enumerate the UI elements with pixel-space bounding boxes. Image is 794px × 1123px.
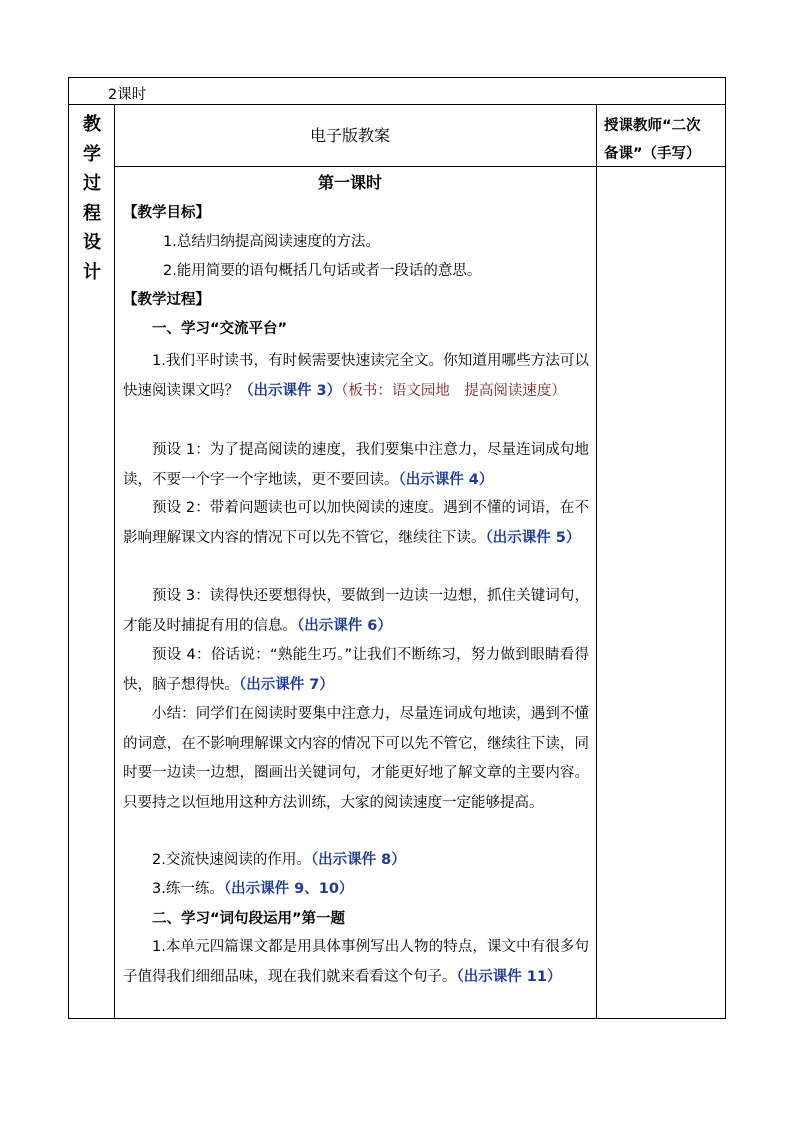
goals-heading: 【教学目标】 [123,205,210,221]
courseware-ref: （出示课件 7） [239,676,334,693]
paragraph [123,700,589,818]
process-design-label [78,110,106,287]
label-char: 过 [83,173,101,194]
paragraph [123,641,589,700]
header-row-divider [68,104,726,105]
goal-item: 1.总结归纳提高阅读速度的方法。 [163,234,380,250]
paragraph [123,933,589,992]
courseware-ref: （出示课件 5） [485,529,581,546]
lesson-title: 第一课时 [318,173,383,192]
goal-item: 2.能用简要的语句概括几句话或者一段话的意思。 [163,263,482,279]
column-header-divider [114,166,726,167]
paragraph-text: 1.本单元四篇课文都是用具体事例写出人物的特点，课文中有很多句子值得我们细细品味，现在我们就来看看这个句子。 [123,939,589,985]
paragraph-text: 2.交流快速阅读的作用。 [152,852,311,868]
side-column-header-line1: 授课教师“二次 [604,118,701,134]
left-column-divider [114,104,115,1019]
paragraph-text: 小结：同学们在阅读时要集中注意力，尽量连词成句地读，遇到不懂的词意，在不影响理解课文内容的情况下可以先不管它，继续往下读，同时要一边读一边想，圈画出关键词句，才能更好地了解文章的主要内容。只要持之以恒地用这种方法训练，大家的阅读速度一定能够提高。 [123,706,589,811]
paragraph-text: 预设 1：为了提高阅读的速度，我们要集中注意力，尽量连词成句地读，不要一个字一个字地读，更不要回读。 [123,442,589,488]
courseware-ref: （出示课件 6） [297,617,392,634]
board-note: （板书：语文园地 提高阅读速度） [341,382,566,399]
label-char: 设 [83,232,101,253]
section-heading: 一、学习“交流平台” [152,321,288,337]
right-column-divider [596,104,597,1019]
process-heading: 【教学过程】 [123,292,210,308]
courseware-ref: （出示课件 3） [239,382,342,399]
paragraph [123,875,589,905]
courseware-ref: （出示课件 8） [310,852,406,868]
paragraph [123,436,589,495]
courseware-ref: （出示课件 9、10） [223,881,354,897]
courseware-ref: （出示课件 4） [398,471,494,488]
label-char: 学 [83,143,101,165]
main-column-header: 电子版教案 [310,126,391,145]
lesson-count: 2课时 [108,87,147,103]
paragraph [123,582,589,641]
side-column-header-line2: 备课”（手写） [604,146,701,162]
label-char: 教 [83,114,101,135]
paragraph [123,494,589,553]
paragraph-text: 预设 2：带着问题读也可以加快阅读的速度。遇到不懂的词语，在不影响理解课文内容的情况下可以先不管它，继续往下读。 [123,500,589,546]
paragraph [123,846,589,876]
paragraph-text: 预设 4：俗话说：“熟能生巧。”让我们不断练习，努力做到眼睛看得快，脑子想得快。 [123,647,589,693]
section-heading: 二、学习“词句段运用”第一题 [152,911,346,927]
label-char: 计 [83,261,101,283]
paragraph-text: 1.我们平时读书，有时候需要快速读完全文。你知道用哪些方法可以快速阅读课文吗？ [123,353,589,399]
label-char: 程 [83,202,101,224]
paragraph-text: 3.练一练。 [152,881,224,897]
paragraph-text: 预设 3：读得快还要想得快，要做到一边读一边想，抓住关键词句，才能及时捕捉有用的信息。 [123,588,589,634]
courseware-ref: （出示课件 11） [456,968,562,985]
paragraph [123,347,589,406]
